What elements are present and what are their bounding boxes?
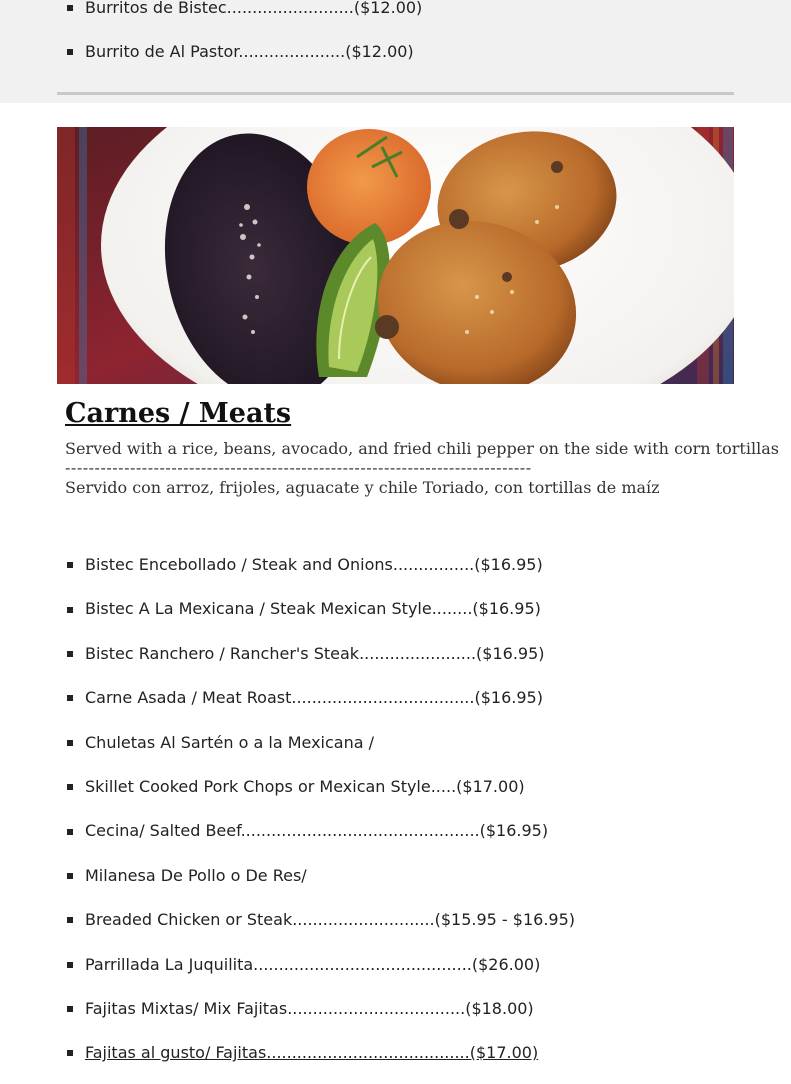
- bullet-icon: [67, 49, 73, 55]
- list-item: Burritos de Bistec.........................($12.00): [65, 0, 422, 30]
- bullet-icon: [67, 1006, 73, 1012]
- bullet-icon: [67, 784, 73, 790]
- description-spanish: Servido con arroz, frijoles, aguacate y chile Toriado, con tortillas de maíz: [65, 478, 660, 497]
- meats-dish-photo: [57, 127, 734, 384]
- bullet-icon: [67, 962, 73, 968]
- bullet-icon: [67, 829, 73, 835]
- meats-menu-list: [65, 543, 575, 1076]
- menu-item: Cecina/ Salted Beef...............................................($16.95): [65, 809, 575, 853]
- menu-item: Skillet Cooked Pork Chops or Mexican Style.....($17.00): [65, 765, 575, 809]
- bullet-icon: [67, 917, 73, 923]
- bullet-icon: [67, 740, 73, 746]
- bullet-icon: [67, 651, 73, 657]
- bullet-icon: [67, 5, 73, 11]
- burrito-list: [65, 0, 422, 74]
- menu-item: Fajitas Mixtas/ Mix Fajitas...................................($18.00): [65, 987, 575, 1031]
- previous-menu-section: [0, 0, 791, 103]
- description-separator: -------------------------------------------------------------------------------: [65, 458, 532, 477]
- bullet-icon: [67, 1050, 73, 1056]
- menu-item-link[interactable]: Fajitas al gusto/ Fajitas........................................($17.00): [65, 1031, 575, 1075]
- menu-item: Breaded Chicken or Steak............................($15.95 - $16.95): [65, 898, 575, 942]
- section-divider: [57, 92, 734, 95]
- list-item: Burrito de Al Pastor.....................($12.00): [65, 30, 422, 74]
- menu-item: Chuletas Al Sartén o a la Mexicana /: [65, 721, 575, 765]
- menu-item: Bistec A La Mexicana / Steak Mexican Style........($16.95): [65, 587, 575, 631]
- menu-item: Bistec Ranchero / Rancher's Steak.......................($16.95): [65, 632, 575, 676]
- bullet-icon: [67, 607, 73, 613]
- menu-item: Milanesa De Pollo o De Res/: [65, 854, 575, 898]
- bullet-icon: [67, 873, 73, 879]
- menu-item: Parrillada La Juquilita...........................................($26.00): [65, 943, 575, 987]
- menu-item: Bistec Encebollado / Steak and Onions................($16.95): [65, 543, 575, 587]
- bullet-icon: [67, 695, 73, 701]
- description-english: Served with a rice, beans, avocado, and fried chili pepper on the side with corn tortillas: [65, 439, 779, 458]
- section-title: Carnes / Meats: [65, 398, 292, 429]
- bullet-icon: [67, 562, 73, 568]
- menu-item: Carne Asada / Meat Roast....................................($16.95): [65, 676, 575, 720]
